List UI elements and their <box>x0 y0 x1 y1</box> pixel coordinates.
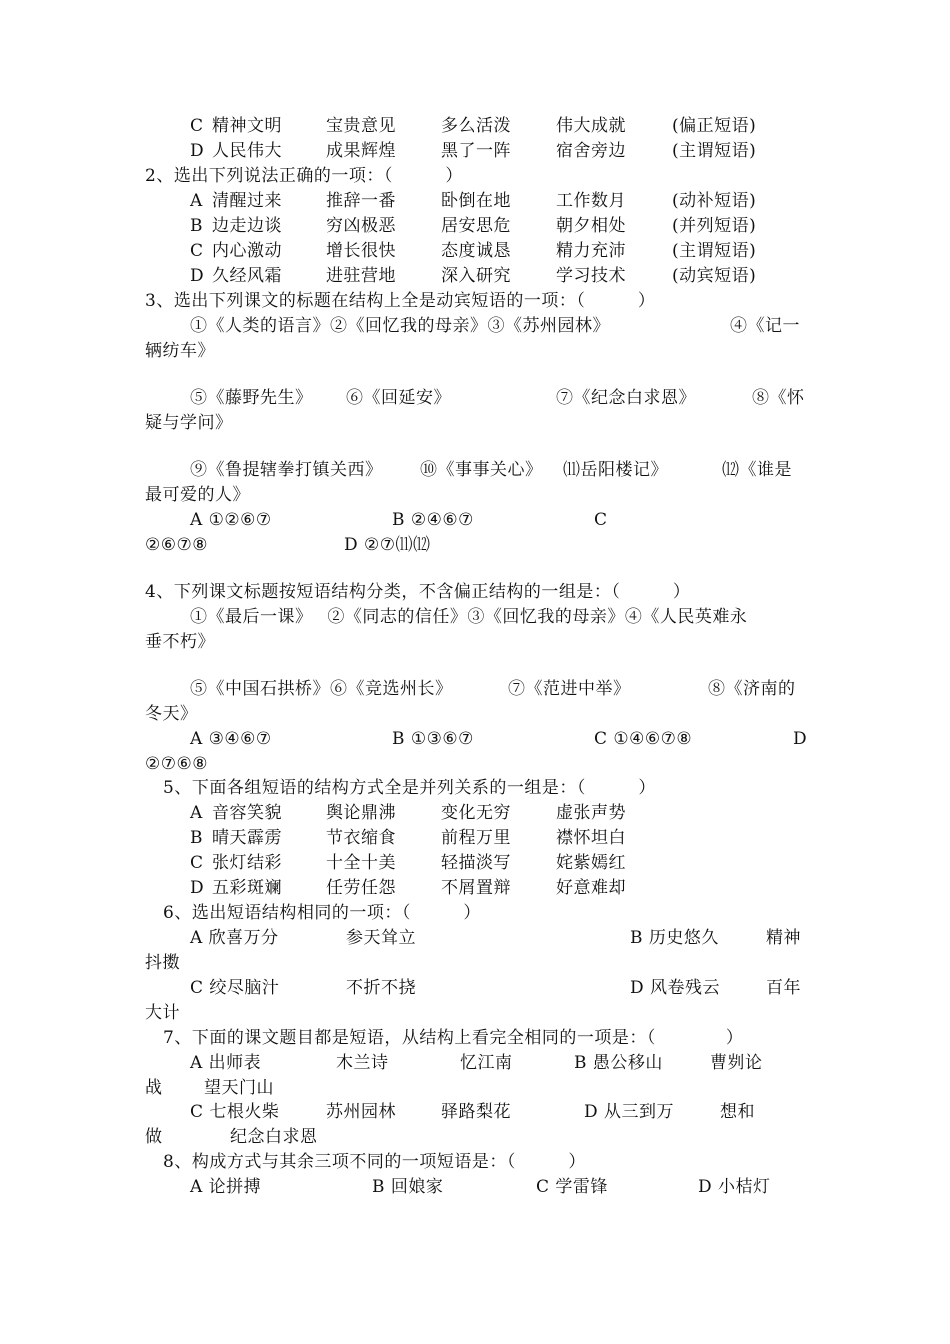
phrase: 朝夕相处 <box>556 216 626 236</box>
title-item: 疑与学问》 <box>145 413 233 433</box>
phrase: 望天门山 <box>204 1078 274 1098</box>
option-letter: C <box>190 853 204 873</box>
title-item: ⑤《中国石拱桥》⑥《竞选州长》 <box>190 679 453 699</box>
phrase: 张灯结彩 <box>212 853 282 873</box>
phrase-type: (动宾短语) <box>672 266 757 286</box>
title-item: ⑤《藤野先生》 <box>190 388 313 408</box>
phrase: 轻描淡写 <box>441 853 511 873</box>
phrase: 襟怀坦白 <box>556 828 626 848</box>
phrase: 居安思危 <box>441 216 511 236</box>
phrase: 穷凶极恶 <box>326 216 396 236</box>
title-item: 冬天》 <box>145 704 198 724</box>
phrase: 好意难却 <box>556 878 626 898</box>
answer-option-c-cont: ②⑥⑦⑧ <box>145 535 208 555</box>
question-8-stem: 8、构成方式与其余三项不同的一项短语是：（ ） <box>163 1152 586 1172</box>
phrase: 精力充沛 <box>556 241 626 261</box>
question-2-stem: 2、选出下列说法正确的一项：（ ） <box>145 166 463 186</box>
phrase: 人民伟大 <box>212 141 282 161</box>
phrase: 内心激动 <box>212 241 282 261</box>
phrase: 变化无穷 <box>441 803 511 823</box>
phrase-type: (并列短语) <box>672 216 757 236</box>
phrase: 晴天霹雳 <box>212 828 282 848</box>
phrase: 精神 <box>766 928 801 948</box>
phrase: 多么活泼 <box>441 116 511 136</box>
phrase: 姹紫嫣红 <box>556 853 626 873</box>
option-letter: C <box>190 116 204 136</box>
phrase: 精神文明 <box>212 116 282 136</box>
phrase: 曹刿论 <box>710 1053 763 1073</box>
answer-option-b: B 历史悠久 <box>630 928 719 948</box>
phrase: 宝贵意见 <box>326 116 396 136</box>
option-letter: A <box>190 803 203 823</box>
phrase-cont: 大计 <box>145 1003 180 1023</box>
phrase: 边走边谈 <box>212 216 282 236</box>
answer-option-d: D <box>793 729 808 749</box>
phrase: 苏州园林 <box>326 1102 396 1122</box>
phrase: 深入研究 <box>441 266 511 286</box>
phrase: 驿路梨花 <box>441 1102 511 1122</box>
phrase: 五彩斑斓 <box>212 878 282 898</box>
phrase: 久经风霜 <box>212 266 282 286</box>
phrase: 成果辉煌 <box>326 141 396 161</box>
option-letter: A <box>190 191 203 211</box>
option-letter: D <box>190 266 205 286</box>
phrase: 百年 <box>766 978 801 998</box>
question-5-stem: 5、下面各组短语的结构方式全是并列关系的一组是：（ ） <box>163 778 656 798</box>
phrase-type: (主谓短语) <box>672 141 757 161</box>
phrase: 伟大成就 <box>556 116 626 136</box>
phrase-cont: 做 <box>145 1127 163 1147</box>
phrase: 音容笑貌 <box>212 803 282 823</box>
answer-option-c: C 绞尽脑汁 <box>190 978 280 998</box>
phrase: 态度诚恳 <box>441 241 511 261</box>
answer-option-b: B 愚公移山 <box>574 1053 663 1073</box>
answer-option-c: C 七根火柴 <box>190 1102 280 1122</box>
phrase: 不折不挠 <box>346 978 416 998</box>
phrase: 想和 <box>720 1102 755 1122</box>
title-item: ④《记一 <box>730 316 800 336</box>
title-item: ⑨《鲁提辖拳打镇关西》 <box>190 460 383 480</box>
phrase: 前程万里 <box>441 828 511 848</box>
phrase: 学习技术 <box>556 266 626 286</box>
phrase: 纪念白求恩 <box>230 1127 318 1147</box>
phrase: 十全十美 <box>326 853 396 873</box>
title-item: 最可爱的人》 <box>145 485 250 505</box>
phrase: 进驻营地 <box>326 266 396 286</box>
answer-option-d-cont: ②⑦⑥⑧ <box>145 754 208 774</box>
title-list: ①《人类的语言》②《回忆我的母亲》③《苏州园林》 <box>190 316 610 336</box>
phrase-cont: 战 <box>145 1078 163 1098</box>
phrase: 木兰诗 <box>336 1053 389 1073</box>
phrase: 宿舍旁边 <box>556 141 626 161</box>
answer-option-d: D 风卷残云 <box>630 978 721 998</box>
answer-option-a: A ①②⑥⑦ <box>190 510 272 530</box>
option-letter: D <box>190 878 205 898</box>
answer-option-a: A ③④⑥⑦ <box>190 729 272 749</box>
phrase: 推辞一番 <box>326 191 396 211</box>
option-letter: B <box>190 828 203 848</box>
question-4-stem: 4、下列课文标题按短语结构分类，不含偏正结构的一组是：（ ） <box>145 582 691 602</box>
title-item: 辆纺车》 <box>145 341 215 361</box>
title-item: ⑿《谁是 <box>722 460 792 480</box>
title-list-cont: 垂不朽》 <box>145 632 215 652</box>
phrase: 卧倒在地 <box>441 191 511 211</box>
answer-option-b: B ②④⑥⑦ <box>392 510 474 530</box>
answer-option-a: A 论拼搏 <box>190 1177 262 1197</box>
answer-option-c: C <box>594 510 608 530</box>
phrase: 参天耸立 <box>346 928 416 948</box>
title-item: ⑥《回延安》 <box>346 388 451 408</box>
question-3-stem: 3、选出下列课文的标题在结构上全是动宾短语的一项：（ ） <box>145 291 656 311</box>
answer-option-c: C ①④⑥⑦⑧ <box>594 729 693 749</box>
title-item: ⑩《事事关心》 <box>420 460 543 480</box>
title-item: ⑾岳阳楼记》 <box>563 460 668 480</box>
phrase: 任劳任怨 <box>326 878 396 898</box>
phrase-type: (动补短语) <box>672 191 757 211</box>
phrase-type: (偏正短语) <box>672 116 757 136</box>
question-7-stem: 7、下面的课文题目都是短语，从结构上看完全相同的一项是：（ ） <box>163 1028 744 1048</box>
answer-option-b: B 回娘家 <box>372 1177 444 1197</box>
answer-option-d: D ②⑦⑾⑿ <box>344 535 431 555</box>
phrase: 增长很快 <box>326 241 396 261</box>
phrase: 忆江南 <box>460 1053 513 1073</box>
phrase: 清醒过来 <box>212 191 282 211</box>
option-letter: C <box>190 241 204 261</box>
phrase-type: (主谓短语) <box>672 241 757 261</box>
answer-option-a: A 欣喜万分 <box>190 928 279 948</box>
title-item: ⑧《怀 <box>752 388 805 408</box>
phrase: 虚张声势 <box>556 803 626 823</box>
phrase: 不屑置辩 <box>441 878 511 898</box>
phrase: 舆论鼎沸 <box>326 803 396 823</box>
phrase: 节衣缩食 <box>326 828 396 848</box>
answer-option-d: D 小桔灯 <box>698 1177 771 1197</box>
title-list: ①《最后一课》 ②《同志的信任》③《回忆我的母亲》④《人民英难永 <box>190 607 748 627</box>
title-item: ⑧《济南的 <box>708 679 796 699</box>
answer-option-d: D 从三到万 <box>584 1102 675 1122</box>
title-item: ⑦《范进中举》 <box>508 679 631 699</box>
answer-option-c: C 学雷锋 <box>536 1177 608 1197</box>
answer-option-b: B ①③⑥⑦ <box>392 729 474 749</box>
phrase-cont: 抖擞 <box>145 953 180 973</box>
option-letter: B <box>190 216 203 236</box>
phrase: 黑了一阵 <box>441 141 511 161</box>
answer-option-a: A 出师表 <box>190 1053 262 1073</box>
title-item: ⑦《纪念白求恩》 <box>556 388 696 408</box>
phrase: 工作数月 <box>556 191 626 211</box>
option-letter: D <box>190 141 205 161</box>
question-6-stem: 6、选出短语结构相同的一项：（ ） <box>163 903 481 923</box>
